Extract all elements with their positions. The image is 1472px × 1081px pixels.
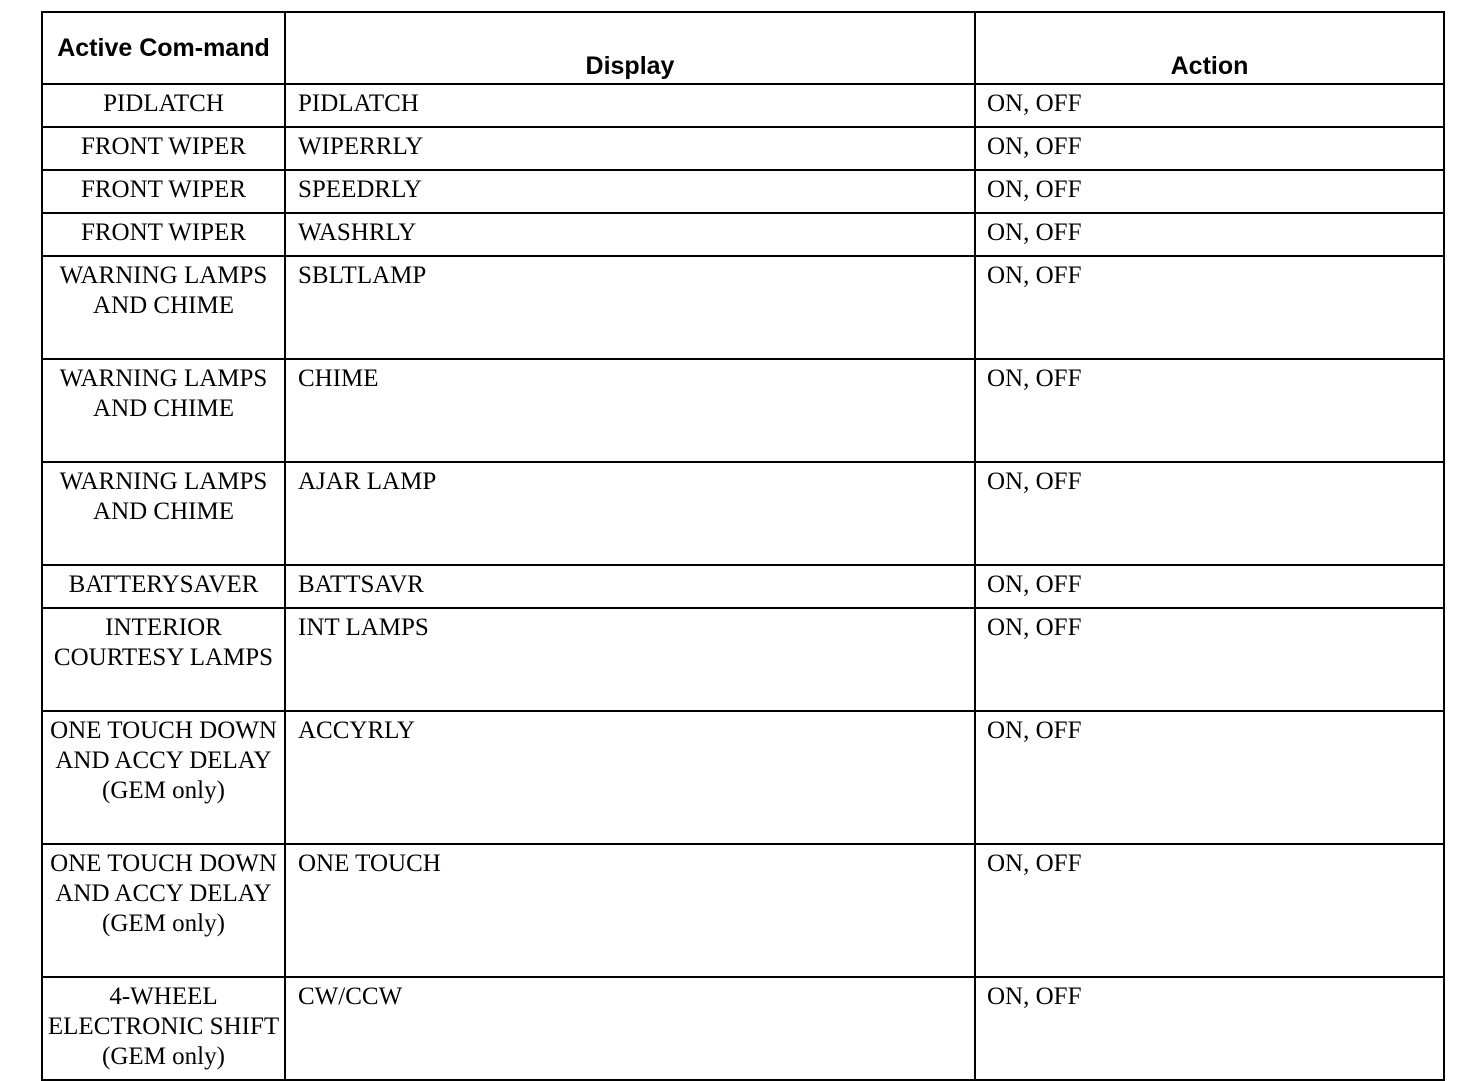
header-action: Action <box>975 12 1444 84</box>
table-row <box>42 608 1444 711</box>
cell-command: 4-WHEEL ELECTRONIC SHIFT (GEM only) <box>42 977 285 1080</box>
cell-action: ON, OFF <box>975 565 1444 608</box>
cell-display: ONE TOUCH <box>285 844 975 977</box>
cell-action: ON, OFF <box>975 84 1444 127</box>
cell-action: ON, OFF <box>975 844 1444 977</box>
cell-command: INTERIOR COURTESY LAMPS <box>42 608 285 711</box>
cell-command: PIDLATCH <box>42 84 285 127</box>
cell-display: SPEEDRLY <box>285 170 975 213</box>
cell-display: CHIME <box>285 359 975 462</box>
cell-action: ON, OFF <box>975 256 1444 359</box>
cell-command: WARNING LAMPS AND CHIME <box>42 462 285 565</box>
table-row <box>42 711 1444 844</box>
cell-display: CW/CCW <box>285 977 975 1080</box>
cell-display: WIPERRLY <box>285 127 975 170</box>
cell-display: BATTSAVR <box>285 565 975 608</box>
cell-action: ON, OFF <box>975 711 1444 844</box>
cell-command: ONE TOUCH DOWN AND ACCY DELAY (GEM only) <box>42 711 285 844</box>
cell-display: SBLTLAMP <box>285 256 975 359</box>
table-row <box>42 84 1444 127</box>
header-display: Display <box>285 12 975 84</box>
cell-command: FRONT WIPER <box>42 170 285 213</box>
table-header-row <box>42 12 1444 84</box>
cell-action: ON, OFF <box>975 170 1444 213</box>
active-command-table <box>41 11 1445 1081</box>
cell-command: BATTERYSAVER <box>42 565 285 608</box>
table-row <box>42 462 1444 565</box>
cell-action: ON, OFF <box>975 608 1444 711</box>
active-command-table-container <box>41 11 1443 1081</box>
cell-action: ON, OFF <box>975 462 1444 565</box>
cell-command: WARNING LAMPS AND CHIME <box>42 256 285 359</box>
table-row <box>42 170 1444 213</box>
header-active-command: Active Com-mand <box>42 12 285 84</box>
table-row <box>42 359 1444 462</box>
cell-command: FRONT WIPER <box>42 213 285 256</box>
table-row <box>42 127 1444 170</box>
cell-action: ON, OFF <box>975 127 1444 170</box>
cell-action: ON, OFF <box>975 977 1444 1080</box>
table-row <box>42 565 1444 608</box>
cell-action: ON, OFF <box>975 213 1444 256</box>
cell-display: INT LAMPS <box>285 608 975 711</box>
cell-action: ON, OFF <box>975 359 1444 462</box>
table-row <box>42 256 1444 359</box>
cell-display: WASHRLY <box>285 213 975 256</box>
cell-display: AJAR LAMP <box>285 462 975 565</box>
table-row <box>42 844 1444 977</box>
cell-display: ACCYRLY <box>285 711 975 844</box>
table-row <box>42 977 1444 1080</box>
cell-command: WARNING LAMPS AND CHIME <box>42 359 285 462</box>
cell-display: PIDLATCH <box>285 84 975 127</box>
cell-command: FRONT WIPER <box>42 127 285 170</box>
table-row <box>42 213 1444 256</box>
cell-command: ONE TOUCH DOWN AND ACCY DELAY (GEM only) <box>42 844 285 977</box>
